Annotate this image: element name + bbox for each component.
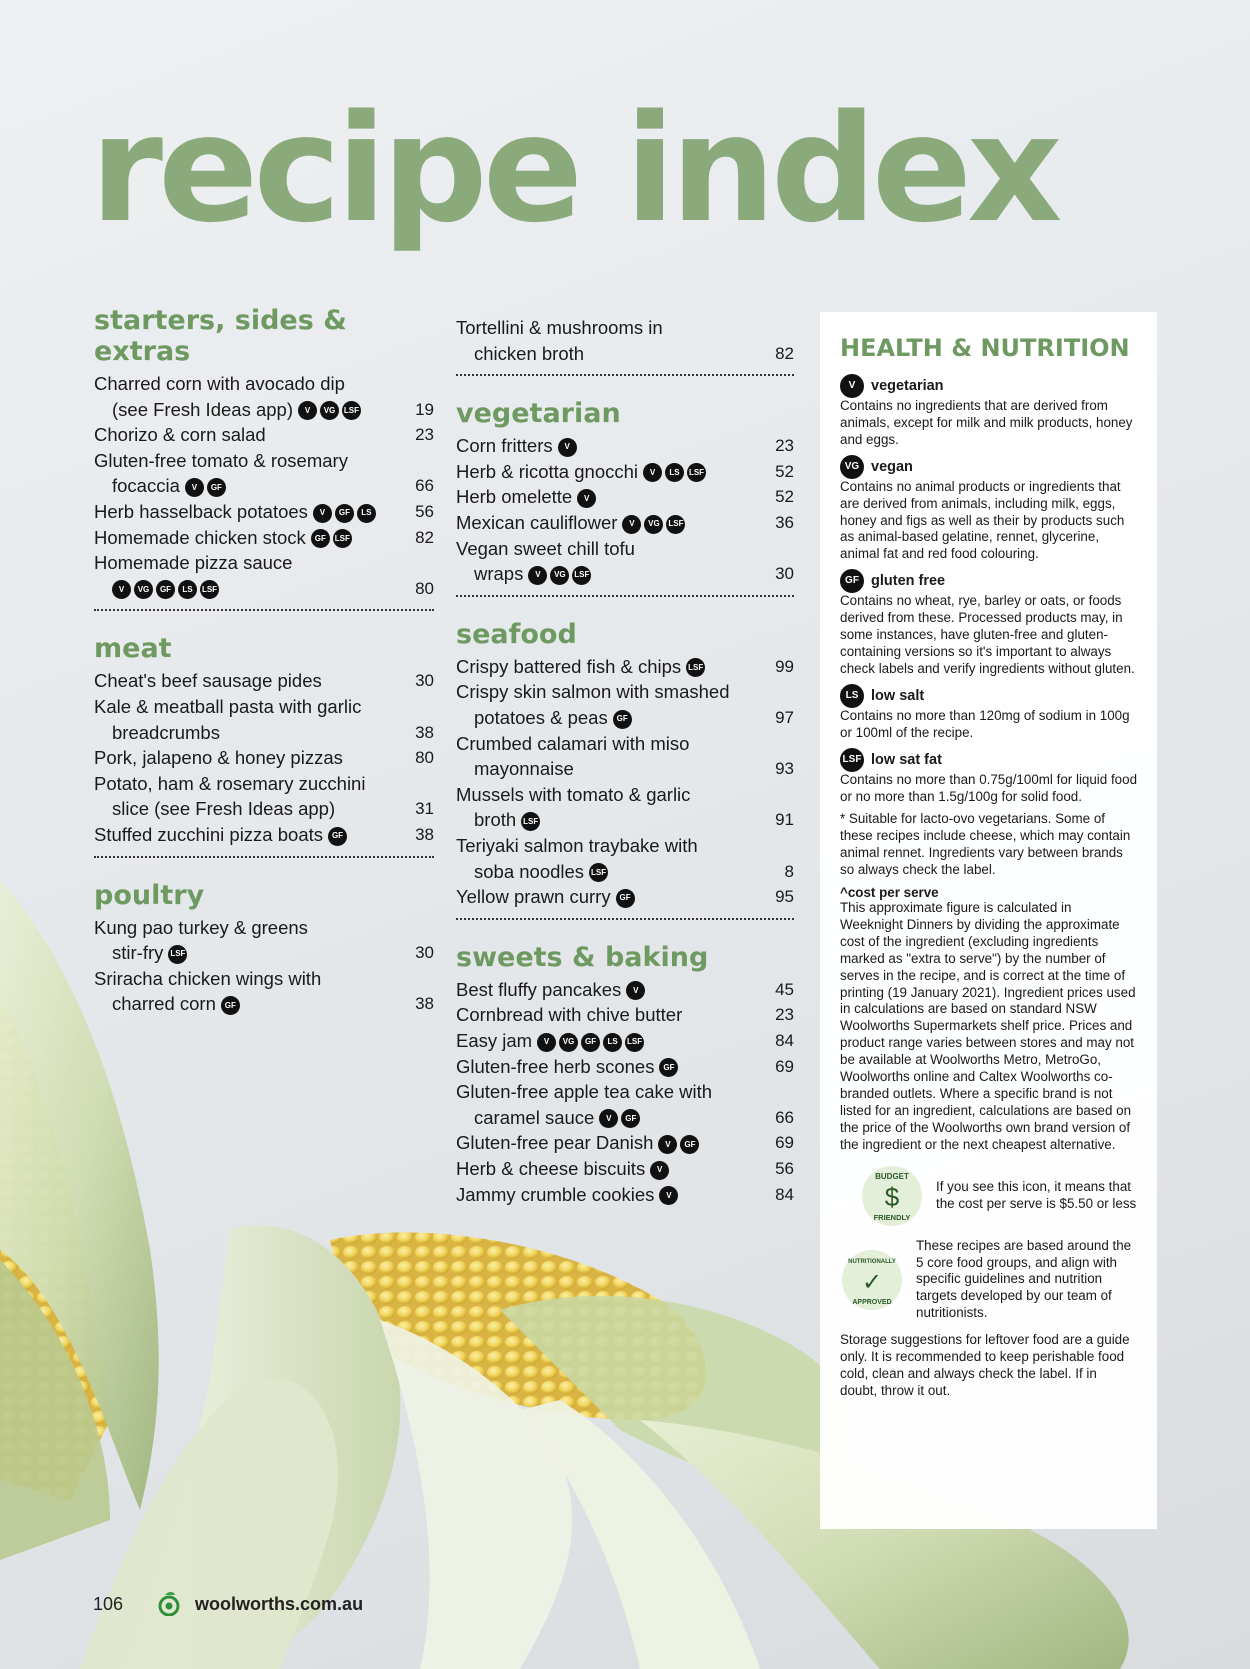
recipe-name-continuation [94,940,400,966]
recipe-name-continuation [94,576,400,602]
badge-v-icon: V [537,1033,556,1052]
page-ref: 93 [775,759,794,779]
recipe-name-line: soba noodles [474,860,585,882]
recipe-name-line: Teriyaki salmon traybake with [456,835,698,856]
page-ref: 52 [775,461,794,481]
recipe-name-line: Mexican cauliflower [456,512,618,534]
recipe-name [456,1156,760,1182]
diet-badges [185,478,226,497]
recipe-name [456,459,760,485]
lacto-ovo-note: * Suitable for lacto-ovo vegetarians. Some of these recipes include cheese, which may contain animal rennet. Ingredients vary between brands so always check the label. [840,811,1131,878]
diet-badges [616,889,635,908]
legend-description: Contains no wheat, rye, barley or oats, or foods derived from these. Processed products may, in some instances, have gluten-free and gluten-containing versions so it's important to always check labels and verify ingredients without gluten. [840,593,1135,676]
website-link[interactable]: woolworths.com.au [195,1593,364,1614]
page-ref: 30 [415,943,434,963]
woolworths-logo-icon [155,1592,183,1616]
badge-gf-icon: GF [221,996,240,1015]
recipe-name [456,731,760,782]
nutrition-row [840,1238,1137,1323]
budget-text: If you see this icon, it means that the cost per serve is $5.50 or less [936,1178,1137,1211]
recipe-entry [94,771,434,822]
recipe-name-line: caramel sauce [474,1106,595,1128]
diet-badges [112,580,219,599]
budget-icon-symbol: $ [884,1181,900,1212]
recipe-name-line: charred corn [112,993,216,1015]
page-title: recipe index [90,83,1058,255]
recipe-entry [456,1054,794,1080]
badge-v-icon: V [659,1186,678,1205]
page-ref: 30 [775,564,794,584]
diet-badges [650,1161,669,1180]
section-heading: seafood [456,618,577,650]
diet-badges [558,438,577,457]
recipe-name-line: potatoes & peas [474,707,608,729]
badge-vg-icon: VG [320,401,339,420]
badge-v-icon: V [558,438,577,457]
badge-gf-icon: GF [328,827,347,846]
badge-v-icon: V [840,374,864,398]
recipe-entry [456,536,794,587]
badge-ls-icon: LS [665,463,684,482]
recipe-entry [456,1182,794,1208]
recipe-name [456,884,760,910]
index-section [94,633,434,857]
recipe-name-line: Jammy crumble cookies [456,1183,655,1205]
recipe-name-line: Best fluffy pancakes [456,978,622,1000]
recipe-name-continuation [94,991,400,1017]
recipe-entry [456,510,794,536]
legend-heading [840,455,1137,479]
page-ref: 69 [775,1056,794,1076]
page-ref: 82 [775,343,794,363]
page-ref: 23 [775,1005,794,1025]
recipe-name-line: Vegan sweet chill tofu [456,537,635,559]
badge-lsf-icon: LSF [666,515,685,534]
recipe-entry [456,459,794,485]
badge-gf-icon: GF [616,889,635,908]
recipe-entry [94,371,434,422]
diet-badges [221,996,240,1015]
budget-row [840,1164,1137,1228]
legend-heading [840,748,1137,772]
budget-icon-bottom-text: FRIENDLY [873,1212,911,1222]
page-ref: 56 [415,502,434,522]
page-ref: 36 [775,513,794,533]
recipe-name-continuation [456,705,760,731]
page-ref: 66 [775,1107,794,1127]
health-nutrition-panel [820,312,1157,1529]
page-ref: 95 [775,887,794,907]
recipe-name-line: Homemade chicken stock [94,526,306,548]
page-ref: 23 [415,425,434,445]
recipe-name-line: Kung pao turkey & greens [94,916,308,938]
legend-description: Contains no ingredients that are derived from animals, except for milk and milk products, honey and eggs. [840,398,1133,447]
index-section [456,398,794,597]
recipe-name [94,448,400,499]
recipe-entry [456,884,794,910]
cost-per-serve-heading: ^cost per serve [840,885,939,901]
badge-v-icon: V [643,463,662,482]
recipe-name [94,822,400,848]
recipe-entry [456,1002,794,1028]
recipe-name [456,833,760,884]
recipe-entry [94,966,434,1017]
badge-lsf-icon: LSF [342,401,361,420]
diet-badges [577,489,596,508]
recipe-name-line: stir-fry [112,942,164,964]
recipe-entry [456,1028,794,1054]
recipe-name-line: Mussels with tomato & garlic [456,783,691,805]
index-section [456,942,794,1207]
recipe-name-line: Gluten-free apple tea cake with [456,1081,713,1103]
page-ref: 8 [784,861,794,881]
legend-label: low sat fat [871,751,942,768]
page-ref: 97 [775,708,794,728]
badge-lsf-icon: LSF [200,580,219,599]
page-ref: 38 [415,825,434,845]
section-heading: starters, sides & extras [94,305,347,368]
page-ref: 30 [415,671,434,691]
legend-label: gluten free [871,573,946,590]
cost-per-serve-text: This approximate figure is calculated in Weeknight Dinners by dividing the approximate cost of the ingredient (excluding ingredients marked as "extra to serve") by the number of serves in the recipe, and is correct at the time of printing (19 January 2021). Ingredient prices used in calculations are based on standard NSW Woolworths Supermarkets shelf price. Prices and product range varies between stores and may not be available at Woolworths Metro, MetroGo, Woolworths online and Caltex Woolworths co-branded outlets. Where a specific brand is not listed for an ingredient, calculations are based on the price of the Woolworths own brand version of the ingredient or the next cheapest alternative. [840,900,1136,1152]
diet-badges [521,812,540,831]
diet-badges [686,658,705,677]
badge-ls-icon: LS [603,1033,622,1052]
recipe-name-line: Cornbread with chive butter [456,1004,683,1026]
recipe-name [94,966,400,1017]
recipe-entry [456,1130,794,1156]
recipe-name [456,510,760,536]
legend-description: Contains no animal products or ingredients that are derived from animals, including milk, eggs, honey and figs as well as their by products such as animal-based gelatine, rennet, glycerine, animal fat and red food colouring. [840,478,1125,562]
nutrition-text: These recipes are based around the 5 core food groups, and align with specific guidelines and nutrition targets developed by our team of nutritionists. [916,1237,1132,1321]
recipe-name [456,1002,760,1028]
recipe-name-continuation [456,561,760,587]
section-heading: meat [94,633,172,665]
budget-friendly-icon [860,1164,924,1228]
badge-gf-icon: GF [840,569,864,593]
diet-badges [659,1058,678,1077]
page-ref: 84 [775,1184,794,1204]
recipe-name-continuation [94,397,400,423]
recipe-name [94,915,400,966]
nutrition-icon-top-text: NUTRITIONALLY [848,1258,896,1265]
badge-lsf-icon: LSF [687,463,706,482]
badge-v-icon: V [112,580,131,599]
index-section [456,315,794,376]
recipe-name-line: Yellow prawn curry [456,886,611,908]
legend-description: Contains no more than 120mg of sodium in 100g or 100ml of the recipe. [840,707,1130,740]
page-ref: 80 [415,748,434,768]
diet-badges [658,1135,699,1154]
recipe-name-line: Crumbed calamari with miso [456,732,690,754]
panel-title: HEALTH & NUTRITION [840,334,1130,362]
badge-v-icon: V [599,1109,618,1128]
storage-note: Storage suggestions for leftover food are a guide only. It is recommended to keep perishable food cold, clean and always check the label. If in doubt, throw it out. [840,1332,1130,1398]
recipe-name-line: Tortellini & mushrooms in [456,317,663,338]
diet-badges [626,981,645,1000]
recipe-entry [456,654,794,680]
recipe-entry [94,525,434,551]
page-ref: 66 [415,476,434,496]
recipe-entry [456,433,794,459]
recipe-entry [94,550,434,601]
recipe-name [456,1182,760,1208]
recipe-entry [456,977,794,1003]
badge-gf-icon: GF [207,478,226,497]
page-ref: 56 [775,1158,794,1178]
recipe-entry [94,448,434,499]
recipe-name [456,1079,760,1130]
page-ref: 84 [775,1031,794,1051]
badge-lsf-icon: LSF [589,863,608,882]
page-ref: 38 [415,722,434,742]
recipe-name-line: chicken broth [474,342,585,364]
recipe-name-line: Chorizo & corn salad [94,424,266,446]
page-ref: 69 [775,1133,794,1153]
middle-column [456,315,794,1229]
diet-badges [643,463,706,482]
recipe-entry [94,694,434,745]
recipe-name-line: Gluten-free tomato & rosemary [94,449,348,471]
page-ref: 80 [415,578,434,598]
badge-v-icon: V [650,1161,669,1180]
recipe-entry [456,1156,794,1182]
index-section [94,880,434,1017]
recipe-name-line: focaccia [112,475,180,497]
badge-lsf-icon: LSF [168,945,187,964]
badge-gf-icon: GF [156,580,175,599]
page-footer [93,1592,363,1616]
recipe-name [94,771,400,822]
recipe-name-line: Gluten-free pear Danish [456,1132,654,1154]
recipe-name [456,1054,760,1080]
recipe-name-line: Potato, ham & rosemary zucchini [94,772,366,794]
badge-vg-icon: VG [644,515,663,534]
recipe-name-continuation [94,473,400,499]
badge-vg-icon: VG [559,1033,578,1052]
badge-ls-icon: LS [178,580,197,599]
page-ref: 19 [415,399,434,419]
badge-v-icon: V [622,515,641,534]
recipe-name [94,422,400,448]
recipe-name-continuation [456,341,760,367]
badge-ls-icon: LS [357,504,376,523]
page-ref: 82 [415,527,434,547]
legend-entry [840,748,1137,806]
page-ref: 23 [775,436,794,456]
diet-badges [528,566,591,585]
badge-vg-icon: VG [840,455,864,479]
recipe-name-line: Sriracha chicken wings with [94,967,322,989]
recipe-name-continuation [456,859,760,885]
diet-badges [589,863,608,882]
recipe-entry [456,679,794,730]
recipe-entry [94,745,434,771]
diet-badges [537,1033,644,1052]
recipe-entry [94,499,434,525]
badge-v-icon: V [577,489,596,508]
legend-heading [840,684,1137,708]
recipe-name-line: Crispy skin salmon with smashed [456,681,730,703]
recipe-name-line: Pork, jalapeno & honey pizzas [94,747,343,769]
recipe-name-continuation [456,1105,760,1131]
recipe-name [456,654,760,680]
diet-badges [298,401,361,420]
recipe-name-line: Herb hasselback potatoes [94,501,308,523]
recipe-name [94,745,400,771]
recipe-entry [94,915,434,966]
recipe-name-line: Homemade pizza sauce [94,552,293,574]
badge-lsf-icon: LSF [521,812,540,831]
diet-badges [311,529,352,548]
badge-gf-icon: GF [335,504,354,523]
legend-label: vegan [871,458,913,475]
recipe-entry [94,822,434,848]
recipe-entry [94,422,434,448]
section-heading: vegetarian [456,398,621,430]
badge-lsf-icon: LSF [625,1033,644,1052]
diet-badges [613,710,632,729]
nutrition-icon-bottom-text: APPROVED [852,1298,892,1306]
badge-lsf-icon: LSF [840,748,864,772]
diet-badges [328,827,347,846]
recipe-name [94,668,400,694]
recipe-name [456,484,760,510]
page-ref: 52 [775,487,794,507]
recipe-name-line: Corn fritters [456,435,553,457]
recipe-name [456,977,760,1003]
legend-entry [840,569,1137,678]
legend-entry [840,455,1137,564]
badge-lsf-icon: LSF [333,529,352,548]
recipe-name-line: (see Fresh Ideas app) [112,398,293,420]
recipe-name-continuation [94,796,400,822]
legend-label: vegetarian [871,378,944,394]
budget-icon-top-text: BUDGET [875,1171,909,1181]
page-ref: 45 [775,979,794,999]
recipe-name [94,499,400,525]
badge-gf-icon: GF [311,529,330,548]
section-heading: sweets & baking [456,941,709,973]
recipe-name-line: Stuffed zucchini pizza boats [94,824,323,846]
recipe-name-continuation [456,756,760,782]
recipe-name-line: Herb & ricotta gnocchi [456,460,639,482]
recipe-entry [456,1079,794,1130]
diet-badges [622,515,685,534]
page-ref: 99 [775,656,794,676]
legend-description: Contains no more than 0.75g/100ml for liquid food or no more than 1.5g/100g for solid food. [840,771,1138,804]
badge-gf-icon: GF [581,1033,600,1052]
recipe-name-line: Cheat's beef sausage pides [94,670,322,692]
recipe-name [94,525,400,551]
recipe-entry [456,484,794,510]
recipe-name [456,782,760,833]
badge-vg-icon: VG [134,580,153,599]
legend-list [840,374,1137,805]
nutrition-icon-symbol: ✓ [861,1267,883,1296]
badge-v-icon: V [298,401,317,420]
badge-v-icon: V [528,566,547,585]
recipe-name [94,550,400,601]
recipe-entry [456,315,794,366]
page-number: 106 [93,1593,124,1614]
recipe-entry [456,731,794,782]
recipe-name [94,694,400,745]
nutritionally-approved-icon [840,1248,904,1312]
recipe-name [456,536,760,587]
recipe-name-continuation [456,807,760,833]
legend-entry [840,684,1137,742]
badge-v-icon: V [313,504,332,523]
recipe-name-line: Charred corn with avocado dip [94,373,345,395]
diet-badges [313,504,376,523]
badge-v-icon: V [658,1135,677,1154]
recipe-name-continuation [94,720,400,746]
page-ref: 38 [415,994,434,1014]
recipe-name-line: mayonnaise [474,758,574,780]
diet-badges [168,945,187,964]
badge-gf-icon: GF [621,1109,640,1128]
badge-gf-icon: GF [659,1058,678,1077]
page-ref: 91 [775,810,794,830]
badge-lsf-icon: LSF [572,566,591,585]
left-column [94,305,434,1039]
recipe-entry [456,833,794,884]
badge-vg-icon: VG [550,566,569,585]
badge-gf-icon: GF [680,1135,699,1154]
recipe-name [456,1130,760,1156]
recipe-name-line: Crispy battered fish & chips [456,655,682,677]
recipe-name-line: breadcrumbs [112,721,220,743]
legend-label: low salt [871,687,925,704]
legend-heading [840,374,1137,398]
recipe-name-line: Easy jam [456,1030,533,1052]
diet-badges [659,1186,678,1205]
legend-heading [840,569,1137,593]
recipe-name-line: wraps [474,563,524,585]
recipe-name-line: Kale & meatball pasta with garlic [94,696,362,718]
recipe-name [94,371,400,422]
recipe-entry [94,668,434,694]
page-ref: 31 [415,799,434,819]
recipe-name [456,1028,760,1054]
badge-ls-icon: LS [840,684,864,708]
index-section [456,619,794,920]
recipe-entry [456,782,794,833]
legend-entry [840,374,1137,449]
recipe-name-line: Herb omelette [456,486,573,508]
recipe-name [456,433,760,459]
recipe-name [456,679,760,730]
badge-lsf-icon: LSF [686,658,705,677]
index-section [94,305,434,611]
badge-gf-icon: GF [613,710,632,729]
recipe-name-line: Herb & cheese biscuits [456,1157,646,1179]
recipe-name-line: broth [474,809,517,831]
diet-badges [599,1109,640,1128]
recipe-name-line: Gluten-free herb scones [456,1055,655,1077]
badge-v-icon: V [626,981,645,1000]
badge-v-icon: V [185,478,204,497]
recipe-name [456,315,760,366]
recipe-name-line: slice (see Fresh Ideas app) [112,798,336,820]
section-heading: poultry [94,879,205,911]
